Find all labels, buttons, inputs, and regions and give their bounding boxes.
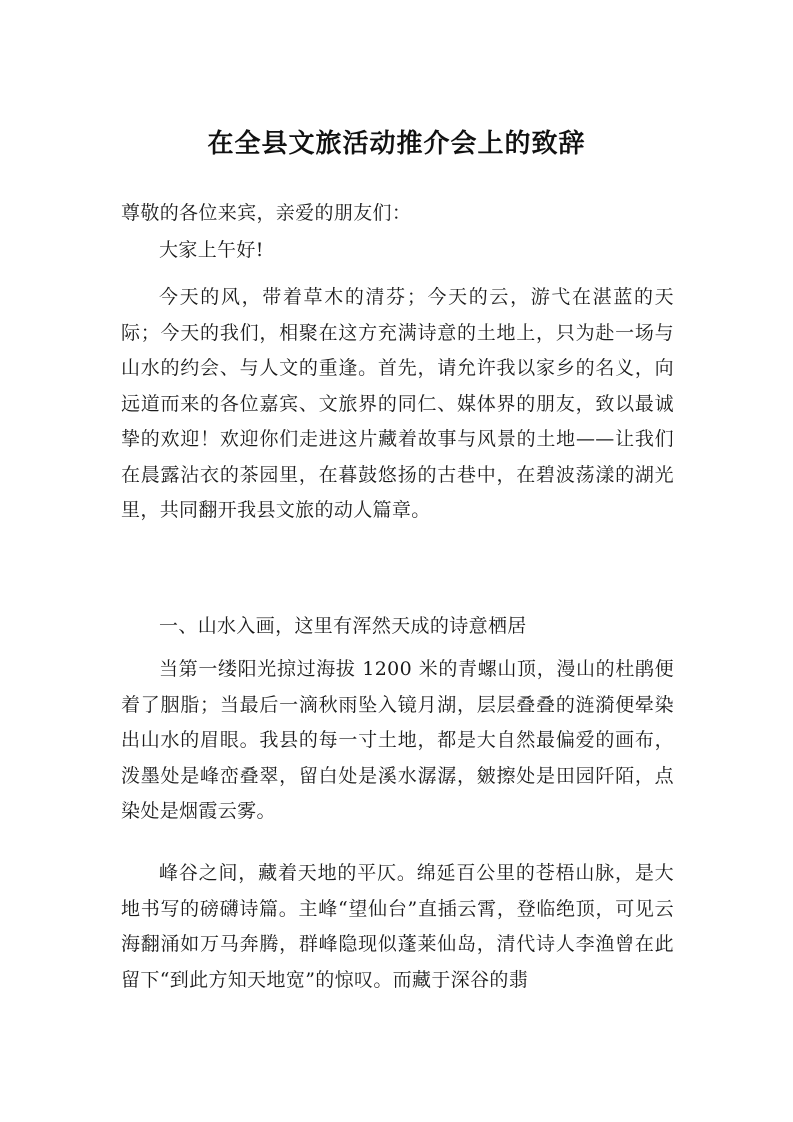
paragraph-mountains: 当第一缕阳光掠过海拔 1200 米的青螺山顶，漫山的杜鹃便着了胭脂；当最后一滴秋雨坠入镜月湖，层层叠叠的涟漪便晕染出山水的眉眼。我县的每一寸土地，都是大自然最偏爱的画布，泼墨处是峰峦叠翠，留白处是溪水潺潺，皴擦处是田园阡陌，点染处是烟霞云雾。 — [121, 658, 674, 822]
section-heading: 一、山水入画，这里有浑然天成的诗意栖居 — [159, 615, 527, 637]
paragraph-peaks: 峰谷之间，藏着天地的平仄。绵延百公里的苍梧山脉，是大地书写的磅礴诗篇。主峰“望仙台”直插云霄，登临绝顶，可见云海翻涌如万马奔腾，群峰隐现似蓬莱仙岛，清代诗人李渔曾在此留下“到此方知天地宽”的惊叹。而藏于深谷的翡 — [121, 862, 674, 991]
salutation: 尊敬的各位来宾，亲爱的朋友们： — [121, 202, 412, 224]
document-title: 在全县文旅活动推介会上的致辞 — [207, 129, 586, 159]
greeting: 大家上午好! — [159, 239, 264, 261]
paragraph-intro: 今天的风，带着草木的清芬；今天的云，游弋在湛蓝的天际；今天的我们，相聚在这方充满诗意的土地上，只为赴一场与山水的约会、与人文的重逢。首先，请允许我以家乡的名义，向远道而来的各位嘉宾、文旅界的同仁、媒体界的朋友，致以最诚挚的欢迎！欢迎你们走进这片藏着故事与风景的土地——让我们在晨露沾衣的茶园里，在暮鼓悠扬的古巷中，在碧波荡漾的湖光里，共同翻开我县文旅的动人篇章。 — [121, 286, 674, 521]
